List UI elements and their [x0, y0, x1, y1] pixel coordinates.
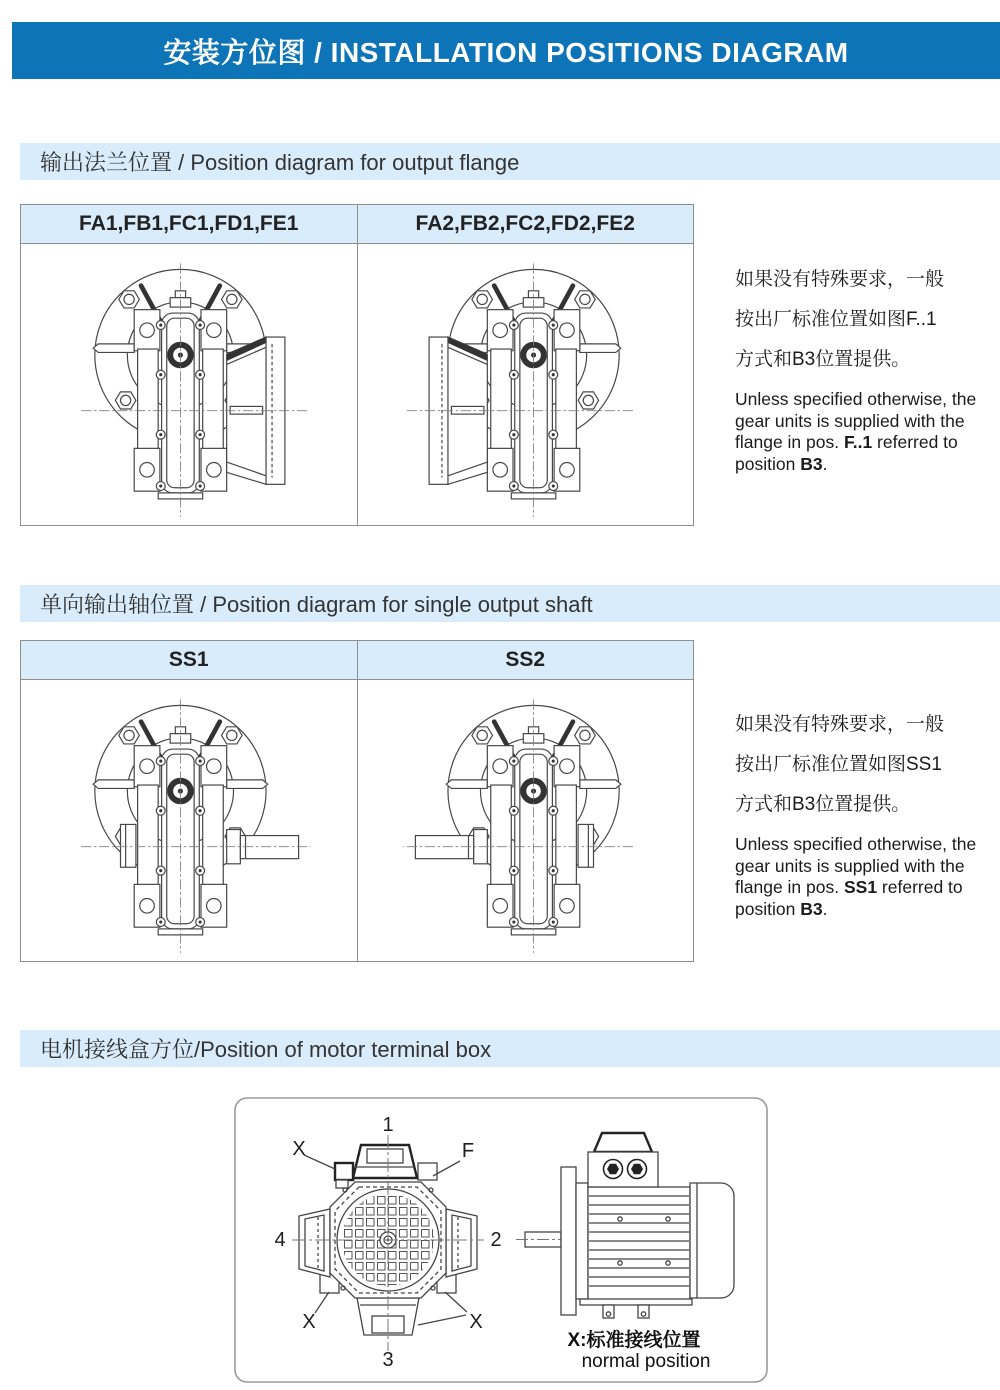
flange-position-table — [20, 204, 694, 526]
section-title-bar-flange — [20, 143, 1000, 180]
gearbox-shaft-left-diagram — [396, 684, 654, 958]
flange-cell-f1 — [21, 244, 357, 525]
flange-note — [735, 260, 983, 475]
section-title-motor: 电机接线盒方位/Position of motor terminal box — [40, 1037, 492, 1062]
shaft-note — [735, 705, 983, 920]
flange-col-header-1: FA1,FB1,FC1,FD1,FE1 — [79, 212, 299, 235]
shaft-note-zh-line2: 按出厂标准位置如图SS1 — [735, 754, 942, 775]
flange-note-zh-line2: 按出厂标准位置如图F..1 — [735, 309, 937, 330]
page-header — [12, 22, 1000, 79]
gearbox-flange-left-diagram — [396, 248, 654, 522]
motor-caption-en: normal position — [581, 1351, 711, 1372]
shaft-cell-ss1 — [21, 680, 357, 961]
gearbox-shaft-right-diagram — [60, 684, 318, 958]
section-title-bar-shaft — [20, 585, 1000, 622]
shaft-note-en: Unless specified otherwise, the gear units is supplied with the flange in pos. SS1 referred to position B3. — [735, 834, 977, 919]
shaft-table-body-row — [21, 680, 693, 961]
motor-position-label-2: 2 — [490, 1229, 502, 1251]
shaft-note-zh-line1: 如果没有特殊要求，一般 — [735, 714, 945, 735]
section-title-flange: 输出法兰位置 / Position diagram for output flange — [40, 150, 520, 175]
flange-note-zh-line3: 方式和B3位置提供。 — [735, 349, 911, 370]
flange-note-en: Unless specified otherwise, the gear units is supplied with the flange in pos. F..1 referred to position B3. — [735, 389, 977, 474]
shaft-col-header-1: SS1 — [168, 648, 209, 671]
motor-terminal-box-diagram — [232, 1095, 770, 1385]
flange-col-header-2: FA2,FB2,FC2,FD2,FE2 — [357, 205, 694, 243]
motor-label-f: F — [461, 1140, 475, 1162]
motor-label-x-topleft: X — [292, 1138, 306, 1160]
motor-position-label-1: 1 — [382, 1114, 394, 1136]
motor-side-view — [516, 1133, 734, 1318]
shaft-cell-ss2 — [357, 680, 694, 961]
page-title: 安装方位图 / INSTALLATION POSITIONS DIAGRAM — [163, 36, 849, 68]
motor-caption-zh: X:标准接线位置 — [567, 1330, 701, 1351]
motor-label-x-bottomright: X — [469, 1311, 483, 1333]
flange-table-body-row — [21, 244, 693, 525]
motor-position-label-4: 4 — [274, 1229, 286, 1251]
flange-note-zh-line1: 如果没有特殊要求，一般 — [735, 269, 945, 290]
shaft-col-header-2: SS2 — [357, 641, 694, 679]
section-title-shaft: 单向输出轴位置 / Position diagram for single output shaft — [40, 592, 593, 617]
gearbox-flange-right-diagram — [60, 248, 318, 522]
flange-table-header-row — [21, 205, 693, 244]
shaft-position-table — [20, 640, 694, 962]
section-title-bar-motor — [20, 1030, 1000, 1067]
flange-cell-f2 — [357, 244, 694, 525]
shaft-note-zh-line3: 方式和B3位置提供。 — [735, 794, 911, 815]
motor-position-label-3: 3 — [382, 1349, 394, 1371]
shaft-table-header-row — [21, 641, 693, 680]
motor-front-view — [292, 1135, 484, 1351]
motor-label-x-bottomleft: X — [302, 1311, 316, 1333]
